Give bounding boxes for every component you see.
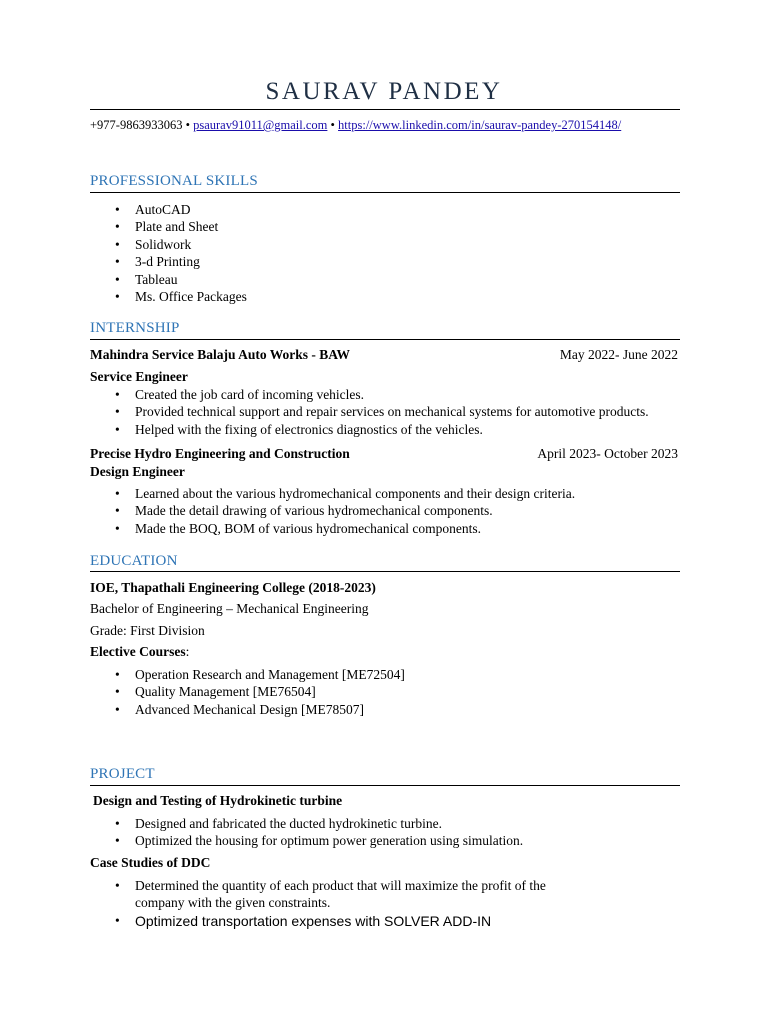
job-bullets bbox=[90, 485, 575, 537]
project-title: Case Studies of DDC bbox=[90, 855, 211, 870]
bullet-text: Optimized transportation expenses with SOLVER ADD-IN bbox=[135, 912, 492, 929]
bullet: • bbox=[115, 486, 120, 501]
bullet: • bbox=[115, 667, 120, 682]
bullet: • bbox=[115, 404, 120, 420]
bullet: • bbox=[115, 816, 120, 831]
separator: • bbox=[327, 118, 339, 132]
skill-text: Tableau bbox=[135, 271, 178, 287]
skill-text: Plate and Sheet bbox=[135, 219, 219, 235]
job-role: Service Engineer bbox=[90, 369, 188, 384]
list-item bbox=[90, 815, 523, 832]
bullet: • bbox=[115, 503, 120, 519]
elective-label-text: Elective Courses bbox=[90, 644, 186, 659]
header-divider bbox=[90, 109, 680, 110]
bullet: • bbox=[115, 271, 120, 287]
skill-text: Ms. Office Packages bbox=[135, 289, 247, 305]
section-heading-education: EDUCATION bbox=[90, 553, 178, 569]
bullet: • bbox=[115, 219, 120, 235]
list-item bbox=[90, 253, 247, 270]
section-divider bbox=[90, 192, 680, 193]
list-item bbox=[90, 236, 247, 253]
list-item bbox=[90, 520, 575, 537]
course-text: Advanced Mechanical Design [ME78507] bbox=[135, 701, 365, 717]
project-bullets bbox=[90, 815, 523, 850]
section-heading-project: PROJECT bbox=[90, 766, 155, 782]
course-text: Quality Management [ME76504] bbox=[135, 684, 316, 700]
bullet: • bbox=[115, 833, 120, 849]
skill-text: 3-d Printing bbox=[135, 254, 200, 270]
bullet-text: Helped with the fixing of electronics diagnostics of the vehicles. bbox=[135, 421, 483, 437]
list-item bbox=[90, 877, 546, 912]
bullet: • bbox=[115, 202, 120, 217]
course-text: Operation Research and Management [ME72504] bbox=[135, 667, 405, 682]
courses-list bbox=[90, 666, 405, 718]
bullet: • bbox=[115, 236, 120, 252]
bullet-text: Learned about the various hydromechanical components and their design criteria. bbox=[135, 486, 576, 501]
email-link[interactable]: psaurav91011@gmail.com bbox=[193, 118, 328, 132]
project-bullets bbox=[90, 877, 546, 930]
section-heading-internship: INTERNSHIP bbox=[90, 320, 180, 336]
list-item bbox=[90, 201, 247, 218]
list-item bbox=[90, 271, 247, 288]
bullet: • bbox=[115, 912, 120, 928]
separator: • bbox=[182, 118, 194, 132]
section-divider bbox=[90, 785, 680, 786]
job-role: Design Engineer bbox=[90, 464, 185, 479]
section-divider bbox=[90, 339, 680, 340]
elective-courses-label bbox=[90, 643, 189, 661]
project-title: Design and Testing of Hydrokinetic turbine bbox=[93, 793, 343, 808]
phone-number: +977-9863933063 bbox=[90, 118, 183, 132]
list-item bbox=[90, 912, 546, 930]
bullet: • bbox=[115, 684, 120, 700]
institution-name: IOE, Thapathali Engineering College (2018-2023) bbox=[90, 580, 376, 595]
section-heading-skills: PROFESSIONAL SKILLS bbox=[90, 173, 258, 189]
job-dates: May 2022- June 2022 bbox=[559, 347, 678, 362]
degree: Bachelor of Engineering – Mechanical Engineering bbox=[90, 601, 369, 616]
bullet-text: Made the BOQ, BOM of various hydromechanical components. bbox=[135, 520, 482, 536]
company-name: Precise Hydro Engineering and Construction bbox=[90, 446, 350, 461]
list-item bbox=[90, 485, 575, 502]
list-item bbox=[90, 386, 649, 403]
bullet: • bbox=[115, 387, 120, 402]
section-divider bbox=[90, 571, 680, 572]
bullet: • bbox=[115, 878, 120, 893]
bullet: • bbox=[115, 520, 120, 536]
list-item bbox=[90, 701, 405, 718]
bullet: • bbox=[115, 701, 120, 717]
list-item bbox=[90, 502, 575, 519]
bullet-text: Created the job card of incoming vehicles. bbox=[135, 387, 365, 402]
company-name: Mahindra Service Balaju Auto Works - BAW bbox=[90, 347, 351, 362]
bullet-text: Provided technical support and repair services on mechanical systems for automotive products. bbox=[135, 404, 649, 420]
list-item bbox=[90, 832, 523, 849]
list-item bbox=[90, 666, 405, 683]
job-bullets bbox=[90, 386, 649, 438]
bullet-text: Optimized the housing for optimum power generation using simulation. bbox=[135, 833, 524, 849]
bullet-text: company with the given constraints. bbox=[135, 895, 331, 911]
list-item bbox=[90, 403, 649, 420]
colon: : bbox=[185, 644, 190, 659]
job-dates: April 2023- October 2023 bbox=[537, 446, 678, 461]
list-item bbox=[90, 683, 405, 700]
bullet-text: Designed and fabricated the ducted hydrokinetic turbine. bbox=[135, 816, 443, 831]
list-item bbox=[90, 218, 247, 235]
bullet: • bbox=[115, 421, 120, 437]
bullet-text: Determined the quantity of each product that will maximize the profit of the bbox=[135, 878, 546, 893]
contact-line bbox=[90, 117, 621, 133]
skill-text: Solidwork bbox=[135, 236, 192, 252]
resume-name: SAURAV PANDEY bbox=[265, 78, 503, 105]
skill-text: AutoCAD bbox=[135, 202, 191, 217]
skills-list bbox=[90, 201, 247, 305]
bullet: • bbox=[115, 289, 120, 305]
bullet-text: Made the detail drawing of various hydromechanical components. bbox=[135, 503, 493, 519]
linkedin-link[interactable]: https://www.linkedin.com/in/saurav-pandey-270154148/ bbox=[338, 118, 622, 132]
bullet: • bbox=[115, 254, 120, 270]
list-item bbox=[90, 288, 247, 305]
grade: Grade: First Division bbox=[90, 623, 205, 638]
list-item bbox=[90, 421, 649, 438]
